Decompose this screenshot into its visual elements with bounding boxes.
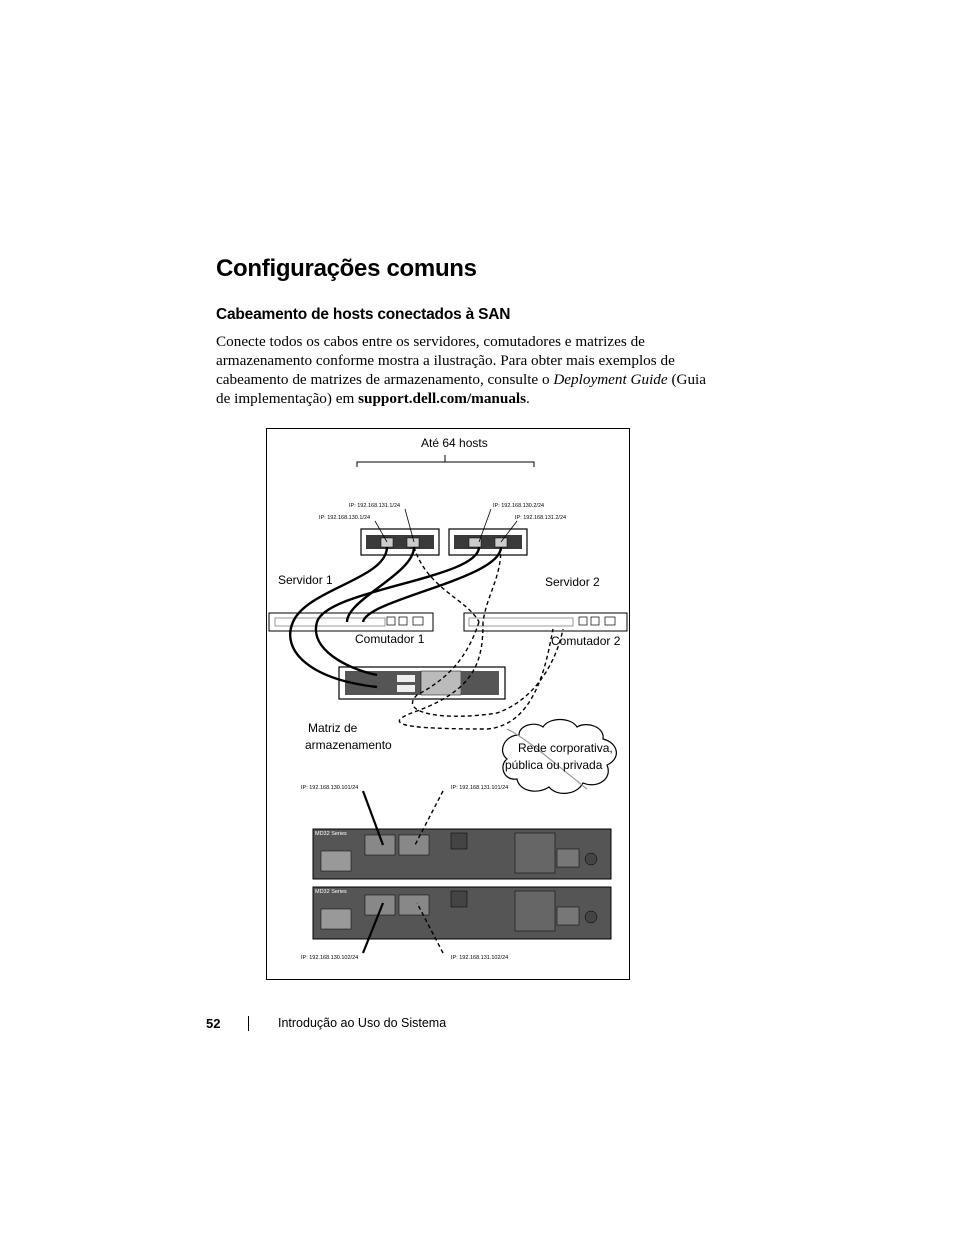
hosts-label: Até 64 hosts: [421, 436, 488, 450]
page-title: Configurações comuns: [216, 255, 477, 282]
footer-section-title: Introdução ao Uso do Sistema: [278, 1016, 447, 1030]
storage-label-line1: Matriz de: [308, 721, 358, 735]
page-number: 52: [206, 1016, 221, 1031]
body-text-part1: Conecte todos os cabos entre os servidores, comutadores e matrizes de armazenamento conforme mostra a ilustração. Para obter mais exemplos de cabeamento de matrizes de armazenamento, consulte o: [216, 333, 675, 388]
controller2-model-label: MD32 Series: [315, 889, 347, 895]
controller1-ip-left: IP: 192.168.130.101/24: [301, 785, 359, 791]
controller1-ip-right: IP: 192.168.131.101/24: [451, 785, 509, 791]
hosts-bracket: [357, 455, 534, 467]
server2-ip-bottom: IP: 192.168.131.2/24: [515, 515, 567, 521]
body-text-part3: .: [526, 390, 530, 407]
cabling-diagram: [267, 429, 631, 981]
server2-ip-top: IP: 192.168.130.2/24: [493, 503, 545, 509]
switch1-label: Comutador 1: [355, 632, 425, 646]
body-paragraph: [216, 332, 716, 408]
server2-label: Servidor 2: [545, 575, 600, 589]
switch2-label: Comutador 2: [551, 634, 621, 648]
san-cabling-figure: [266, 428, 630, 980]
network-label-line2: pública ou privada: [505, 758, 603, 772]
controller-2: [313, 887, 611, 939]
controller2-ip-right: IP: 192.168.131.102/24: [451, 955, 509, 961]
server1-ip-bottom: IP: 192.168.130.1/24: [319, 515, 371, 521]
cloud-shape: [503, 720, 617, 794]
controller-1: [313, 829, 611, 879]
deployment-guide-ref: Deployment Guide: [553, 371, 668, 388]
support-url: support.dell.com/manuals: [358, 390, 527, 407]
storage-label-line2: armazenamento: [305, 738, 392, 752]
server-2: [449, 529, 527, 555]
body-text-part2: (Guia de implementação) em: [216, 371, 707, 407]
server1-label: Servidor 1: [278, 573, 333, 587]
controller2-ip-left: IP: 192.168.130.102/24: [301, 955, 359, 961]
footer-divider: [248, 1016, 249, 1031]
section-heading: Cabeamento de hosts conectados à SAN: [216, 306, 511, 323]
server1-ip-top: IP: 192.168.131.1/24: [349, 503, 401, 509]
server-1: [361, 529, 439, 555]
network-label-line1: Rede corporativa,: [518, 741, 613, 755]
controller1-model-label: MD32 Series: [315, 831, 347, 837]
switch-2: [464, 613, 627, 631]
